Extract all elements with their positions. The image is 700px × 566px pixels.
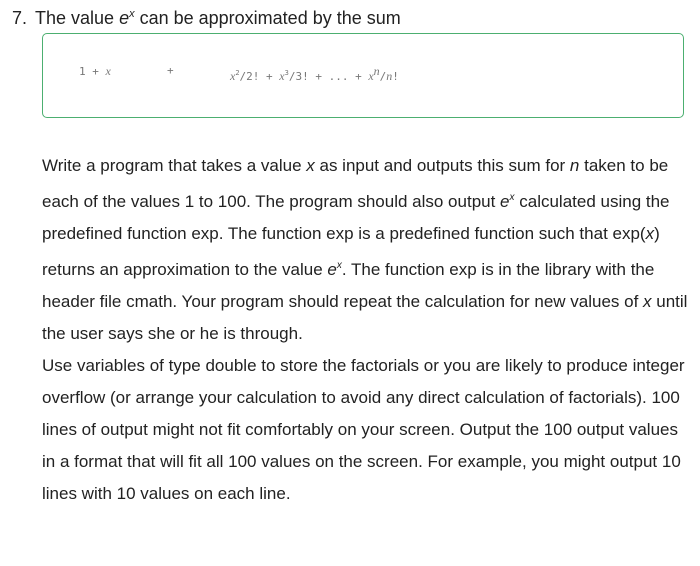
p1-text-c: taken to be each of the values 1 to 100. The program should also output xyxy=(42,156,669,211)
formula-x: x xyxy=(105,64,111,78)
formula-term3-x: x xyxy=(279,69,285,83)
paragraph-2: Use variables of type double to store the factorials or you are likely to produce integer overflow (or arrange your calculation to avoid any direct calculation of factorials). 100 lines of output might not fit comfortably on your screen. Output the 100 output values in a format that will fit all 100 values on the screen. For example, you might output 10 lines with 10 values on each line. xyxy=(42,356,685,503)
p1-text-f: ) returns an approximation to the value xyxy=(42,224,660,279)
p1-var-x: x xyxy=(306,156,315,175)
question-heading xyxy=(12,2,401,30)
problem-description xyxy=(42,150,692,510)
question-number: 7. xyxy=(12,8,28,28)
p1-text-b: as input and outputs this sum for xyxy=(314,156,570,175)
formula-termn-n: n xyxy=(386,69,393,83)
p1-text-a: Write a program that takes a value xyxy=(42,156,307,175)
p1-text-i: . Your program should repeat the calculation for new values of xyxy=(172,292,644,311)
formula-box xyxy=(42,33,684,118)
formula-term3-rest: /3! + ... + xyxy=(288,70,369,83)
formula-termn-bang: ! xyxy=(392,70,399,83)
p1-var-x-2: x xyxy=(645,224,655,243)
p1-e-exponent: x xyxy=(509,192,515,203)
p1-exp-code: exp xyxy=(449,260,477,279)
p1-cmath-code: cmath xyxy=(126,292,173,311)
p1-text-d: calculated using the predefined function exp. The function exp is a predefined function such that exp( xyxy=(42,192,670,243)
formula-terms xyxy=(230,64,399,84)
formula-part-1 xyxy=(79,64,111,79)
p1-e-symbol: e xyxy=(500,192,510,211)
p1-text-h: is in the library with the header file xyxy=(42,260,655,311)
p1-e-exponent-2: x xyxy=(336,260,342,271)
e-symbol: e xyxy=(119,8,130,28)
formula-one-plus: 1 + xyxy=(79,65,106,78)
paragraph-1 xyxy=(42,150,692,350)
formula-termn-exp: n xyxy=(373,64,380,78)
x-exponent: x xyxy=(129,8,135,20)
formula-term2-exp: 2 xyxy=(235,69,240,77)
formula-term3-exp: 3 xyxy=(284,69,289,77)
p1-e-symbol-2: e xyxy=(327,260,337,279)
p1-text-g: . The function xyxy=(341,260,450,279)
formula-termn-x: x xyxy=(368,69,374,83)
p1-text-j: until the user says she or he is through. xyxy=(42,292,688,343)
p1-var-x-3: x xyxy=(643,292,652,311)
p1-var-n: n xyxy=(569,156,580,175)
formula-term2-rest: /2! + xyxy=(239,70,280,83)
formula-plus: + xyxy=(167,64,174,77)
question-intro-before: The value xyxy=(35,8,120,28)
formula-term2-x: x xyxy=(230,69,236,83)
formula-termn-slash: / xyxy=(379,70,387,83)
question-intro-after: can be approximated by the sum xyxy=(134,8,401,28)
